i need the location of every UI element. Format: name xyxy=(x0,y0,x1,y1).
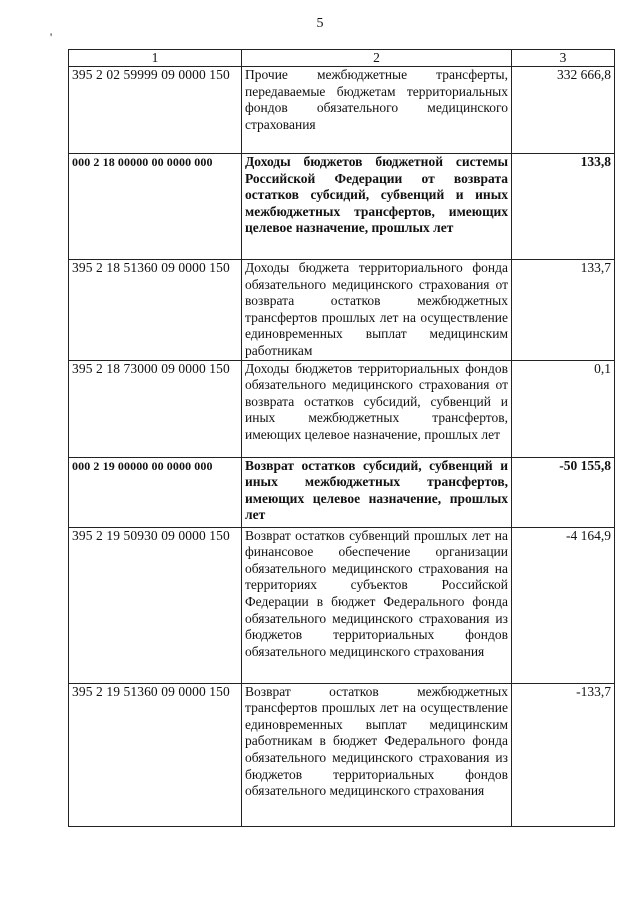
table-row xyxy=(69,154,615,260)
row-amount: 133,8 xyxy=(512,154,615,260)
row-description: Прочие межбюджетные трансферты, передаваемые бюджетам территориальных фондов обязательного медицинского страхования xyxy=(242,67,512,154)
row-code: 000 2 19 00000 00 0000 000 xyxy=(69,457,242,527)
row-amount: -4 164,9 xyxy=(512,527,615,683)
row-description: Доходы бюджета территориального фонда обязательного медицинского страхования от возврата остатков межбюджетных трансфертов прошлых лет на осуществление единовременных выплат медицинским работникам xyxy=(242,260,512,361)
table-row xyxy=(69,527,615,683)
row-amount: -133,7 xyxy=(512,683,615,826)
row-code: 395 2 19 51360 09 0000 150 xyxy=(69,683,242,826)
table-row xyxy=(69,67,615,154)
row-amount: -50 155,8 xyxy=(512,457,615,527)
row-amount: 0,1 xyxy=(512,360,615,457)
row-description: Возврат остатков субсидий, субвенций и иных межбюджетных трансфертов, имеющих целевое назначение, прошлых лет xyxy=(242,457,512,527)
table-row xyxy=(69,360,615,457)
row-description: Возврат остатков межбюджетных трансфертов прошлых лет на осуществление единовременных выплат медицинским работникам в бюджет Федерального фонда обязательного медицинского страхования из бюджетов территориальных фондов обязательного медицинского страхования xyxy=(242,683,512,826)
column-header-code: 1 xyxy=(69,50,242,67)
row-amount: 133,7 xyxy=(512,260,615,361)
column-header-amount: 3 xyxy=(512,50,615,67)
header-row xyxy=(69,50,615,67)
table-row xyxy=(69,457,615,527)
page-number: 5 xyxy=(316,16,324,31)
row-code: 395 2 18 73000 09 0000 150 xyxy=(69,360,242,457)
row-code: 395 2 02 59999 09 0000 150 xyxy=(69,67,242,154)
row-description: Доходы бюджетов бюджетной системы Российской Федерации от возврата остатков субсидий, субвенций и иных межбюджетных трансфертов, имеющих целевое назначение, прошлых лет xyxy=(242,154,512,260)
row-code: 395 2 19 50930 09 0000 150 xyxy=(69,527,242,683)
row-amount: 332 666,8 xyxy=(512,67,615,154)
column-header-description: 2 xyxy=(242,50,512,67)
stray-mark: ' xyxy=(50,30,53,44)
table-row xyxy=(69,260,615,361)
row-code: 395 2 18 51360 09 0000 150 xyxy=(69,260,242,361)
row-description: Доходы бюджетов территориальных фондов обязательного медицинского страхования от возврата остатков субсидий, субвенций и иных межбюджетных трансфертов, имеющих целевое назначение, прошлых лет xyxy=(242,360,512,457)
row-description: Возврат остатков субвенций прошлых лет на финансовое обеспечение организации обязательного медицинского страхования на территориях субъектов Российской Федерации в бюджет Федерального фонда обязательного медицинского страхования из бюджетов территориальных фондов обязательного медицинского страхования xyxy=(242,527,512,683)
budget-table xyxy=(68,49,615,827)
row-code: 000 2 18 00000 00 0000 000 xyxy=(69,154,242,260)
table-row xyxy=(69,683,615,826)
